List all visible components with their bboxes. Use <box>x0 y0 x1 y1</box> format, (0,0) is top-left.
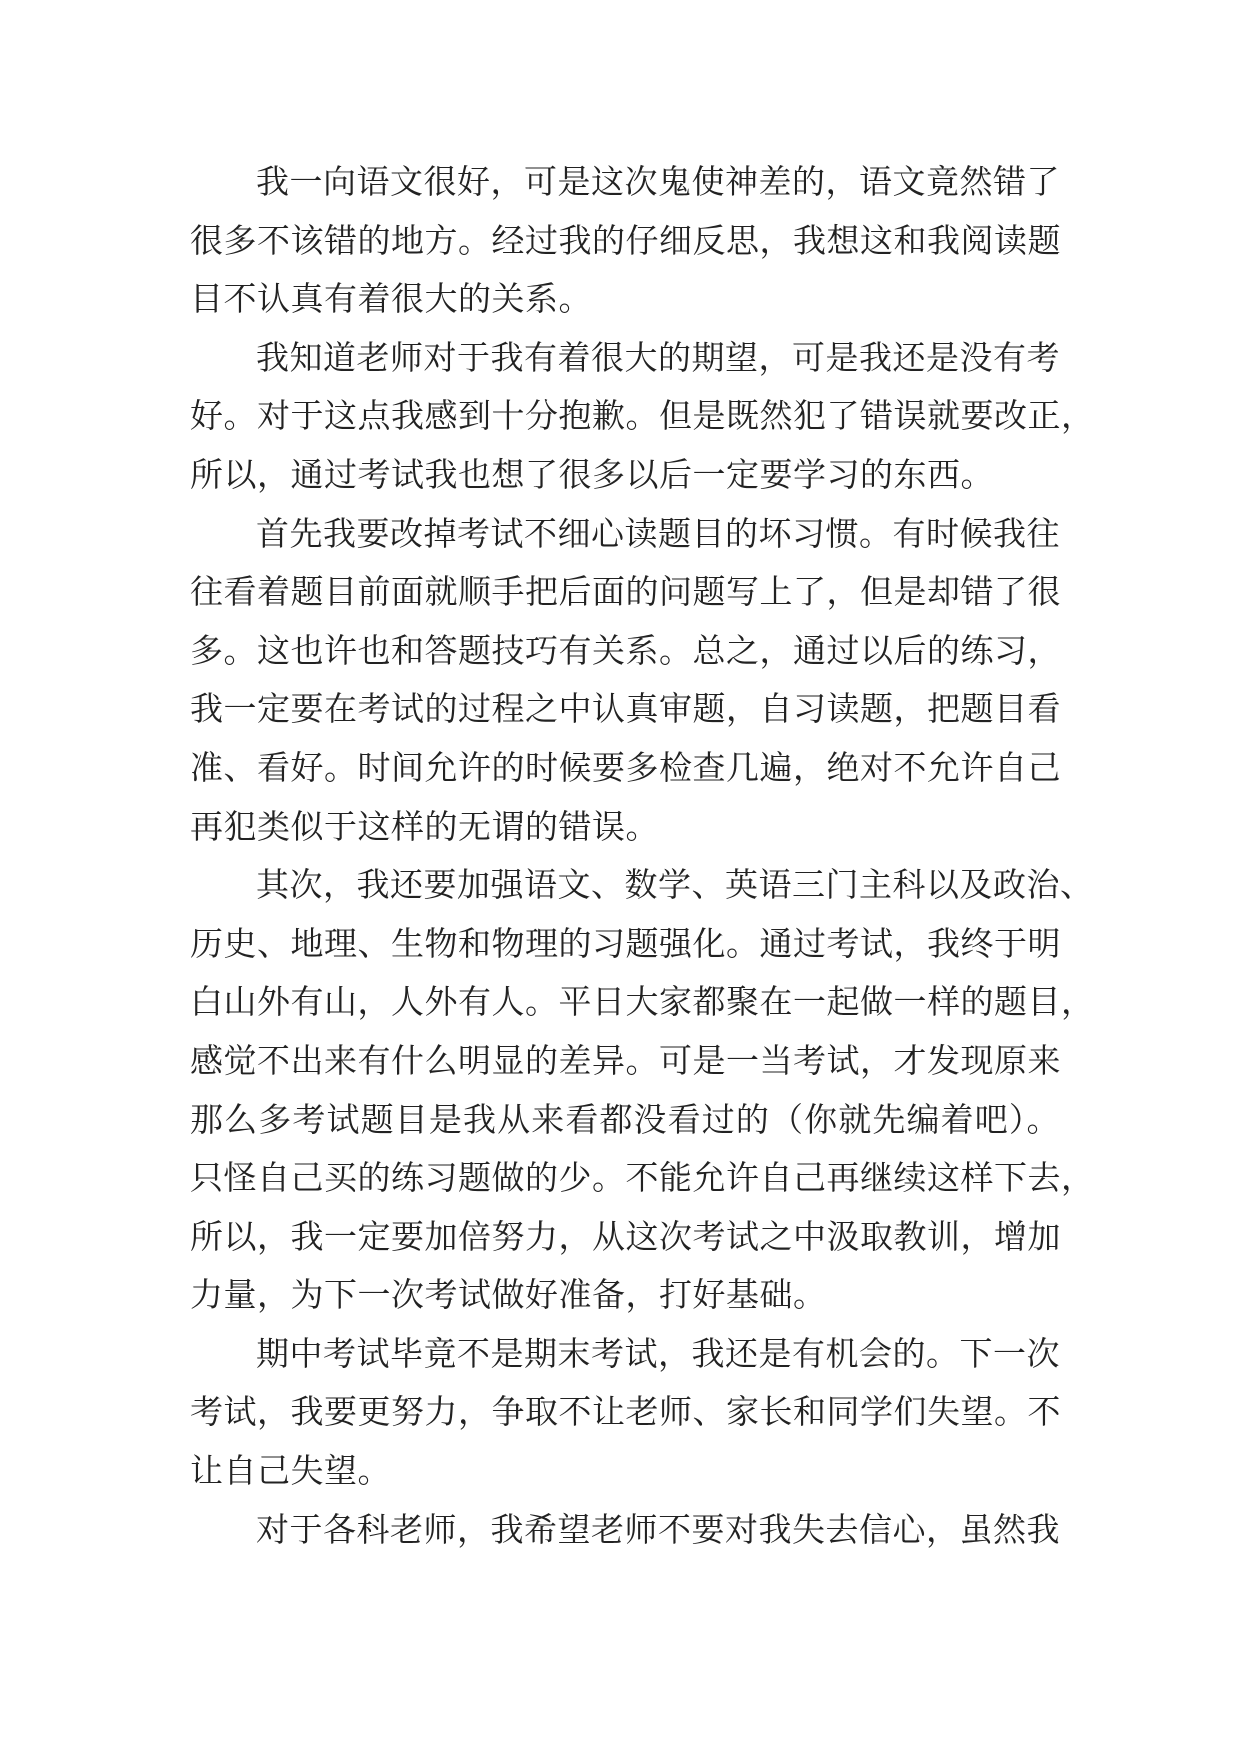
text-line: 很多不该错的地方。经过我的仔细反思，我想这和我阅读题 <box>190 220 1061 260</box>
text-line: 我一向语文很好，可是这次鬼使神差的，语文竟然错了 <box>256 162 1060 201</box>
text-line: 感觉不出来有什么明显的差异。可是一当考试，才发现原来 <box>190 1040 1061 1080</box>
text-line: 所以，通过考试我也想了很多以后一定要学习的东西。 <box>190 454 994 494</box>
text-line: 首先我要改掉考试不细心读题目的坏习惯。有时候我往 <box>256 513 1060 553</box>
text-line: 考试，我要更努力，争取不让老师、家长和同学们失望。不 <box>190 1392 1061 1432</box>
text-line: 历史、地理、生物和物理的习题强化。通过考试，我终于明 <box>190 923 1061 963</box>
text-line: 我一定要在考试的过程之中认真审题，自习读题，把题目看 <box>190 689 1061 729</box>
text-line: 准、看好。时间允许的时候要多检查几遍，绝对不允许自己 <box>190 747 1061 787</box>
document-body <box>190 153 1095 1559</box>
text-line: 只怪自己买的练习题做的少。不能允许自己再继续这样下去， <box>190 1158 1095 1198</box>
text-line: 再犯类似于这样的无谓的错误。 <box>190 806 659 846</box>
text-line: 目不认真有着很大的关系。 <box>190 279 592 319</box>
text-line: 对于各科老师，我希望老师不要对我失去信心，虽然我 <box>256 1509 1060 1549</box>
text-line: 好。对于这点我感到十分抱歉。但是既然犯了错误就要改正， <box>190 396 1095 436</box>
text-line: 力量，为下一次考试做好准备，打好基础。 <box>190 1275 827 1315</box>
text-line: 往看着题目前面就顺手把后面的问题写上了，但是却错了很 <box>190 572 1061 612</box>
text-line: 其次，我还要加强语文、数学、英语三门主科以及政治、 <box>256 865 1094 905</box>
text-line: 期中考试毕竟不是期末考试，我还是有机会的。下一次 <box>256 1333 1060 1373</box>
text-line: 所以，我一定要加倍努力，从这次考试之中汲取教训，增加 <box>190 1216 1061 1256</box>
text-line: 白山外有山，人外有人。平日大家都聚在一起做一样的题目， <box>190 982 1095 1022</box>
text-line: 多。这也许也和答题技巧有关系。总之，通过以后的练习， <box>190 630 1061 670</box>
text-line: 让自己失望。 <box>190 1451 391 1491</box>
text-line: 那么多考试题目是我从来看都没看过的（你就先编着吧）。 <box>190 1099 1060 1139</box>
text-line: 我知道老师对于我有着很大的期望，可是我还是没有考 <box>256 337 1060 377</box>
